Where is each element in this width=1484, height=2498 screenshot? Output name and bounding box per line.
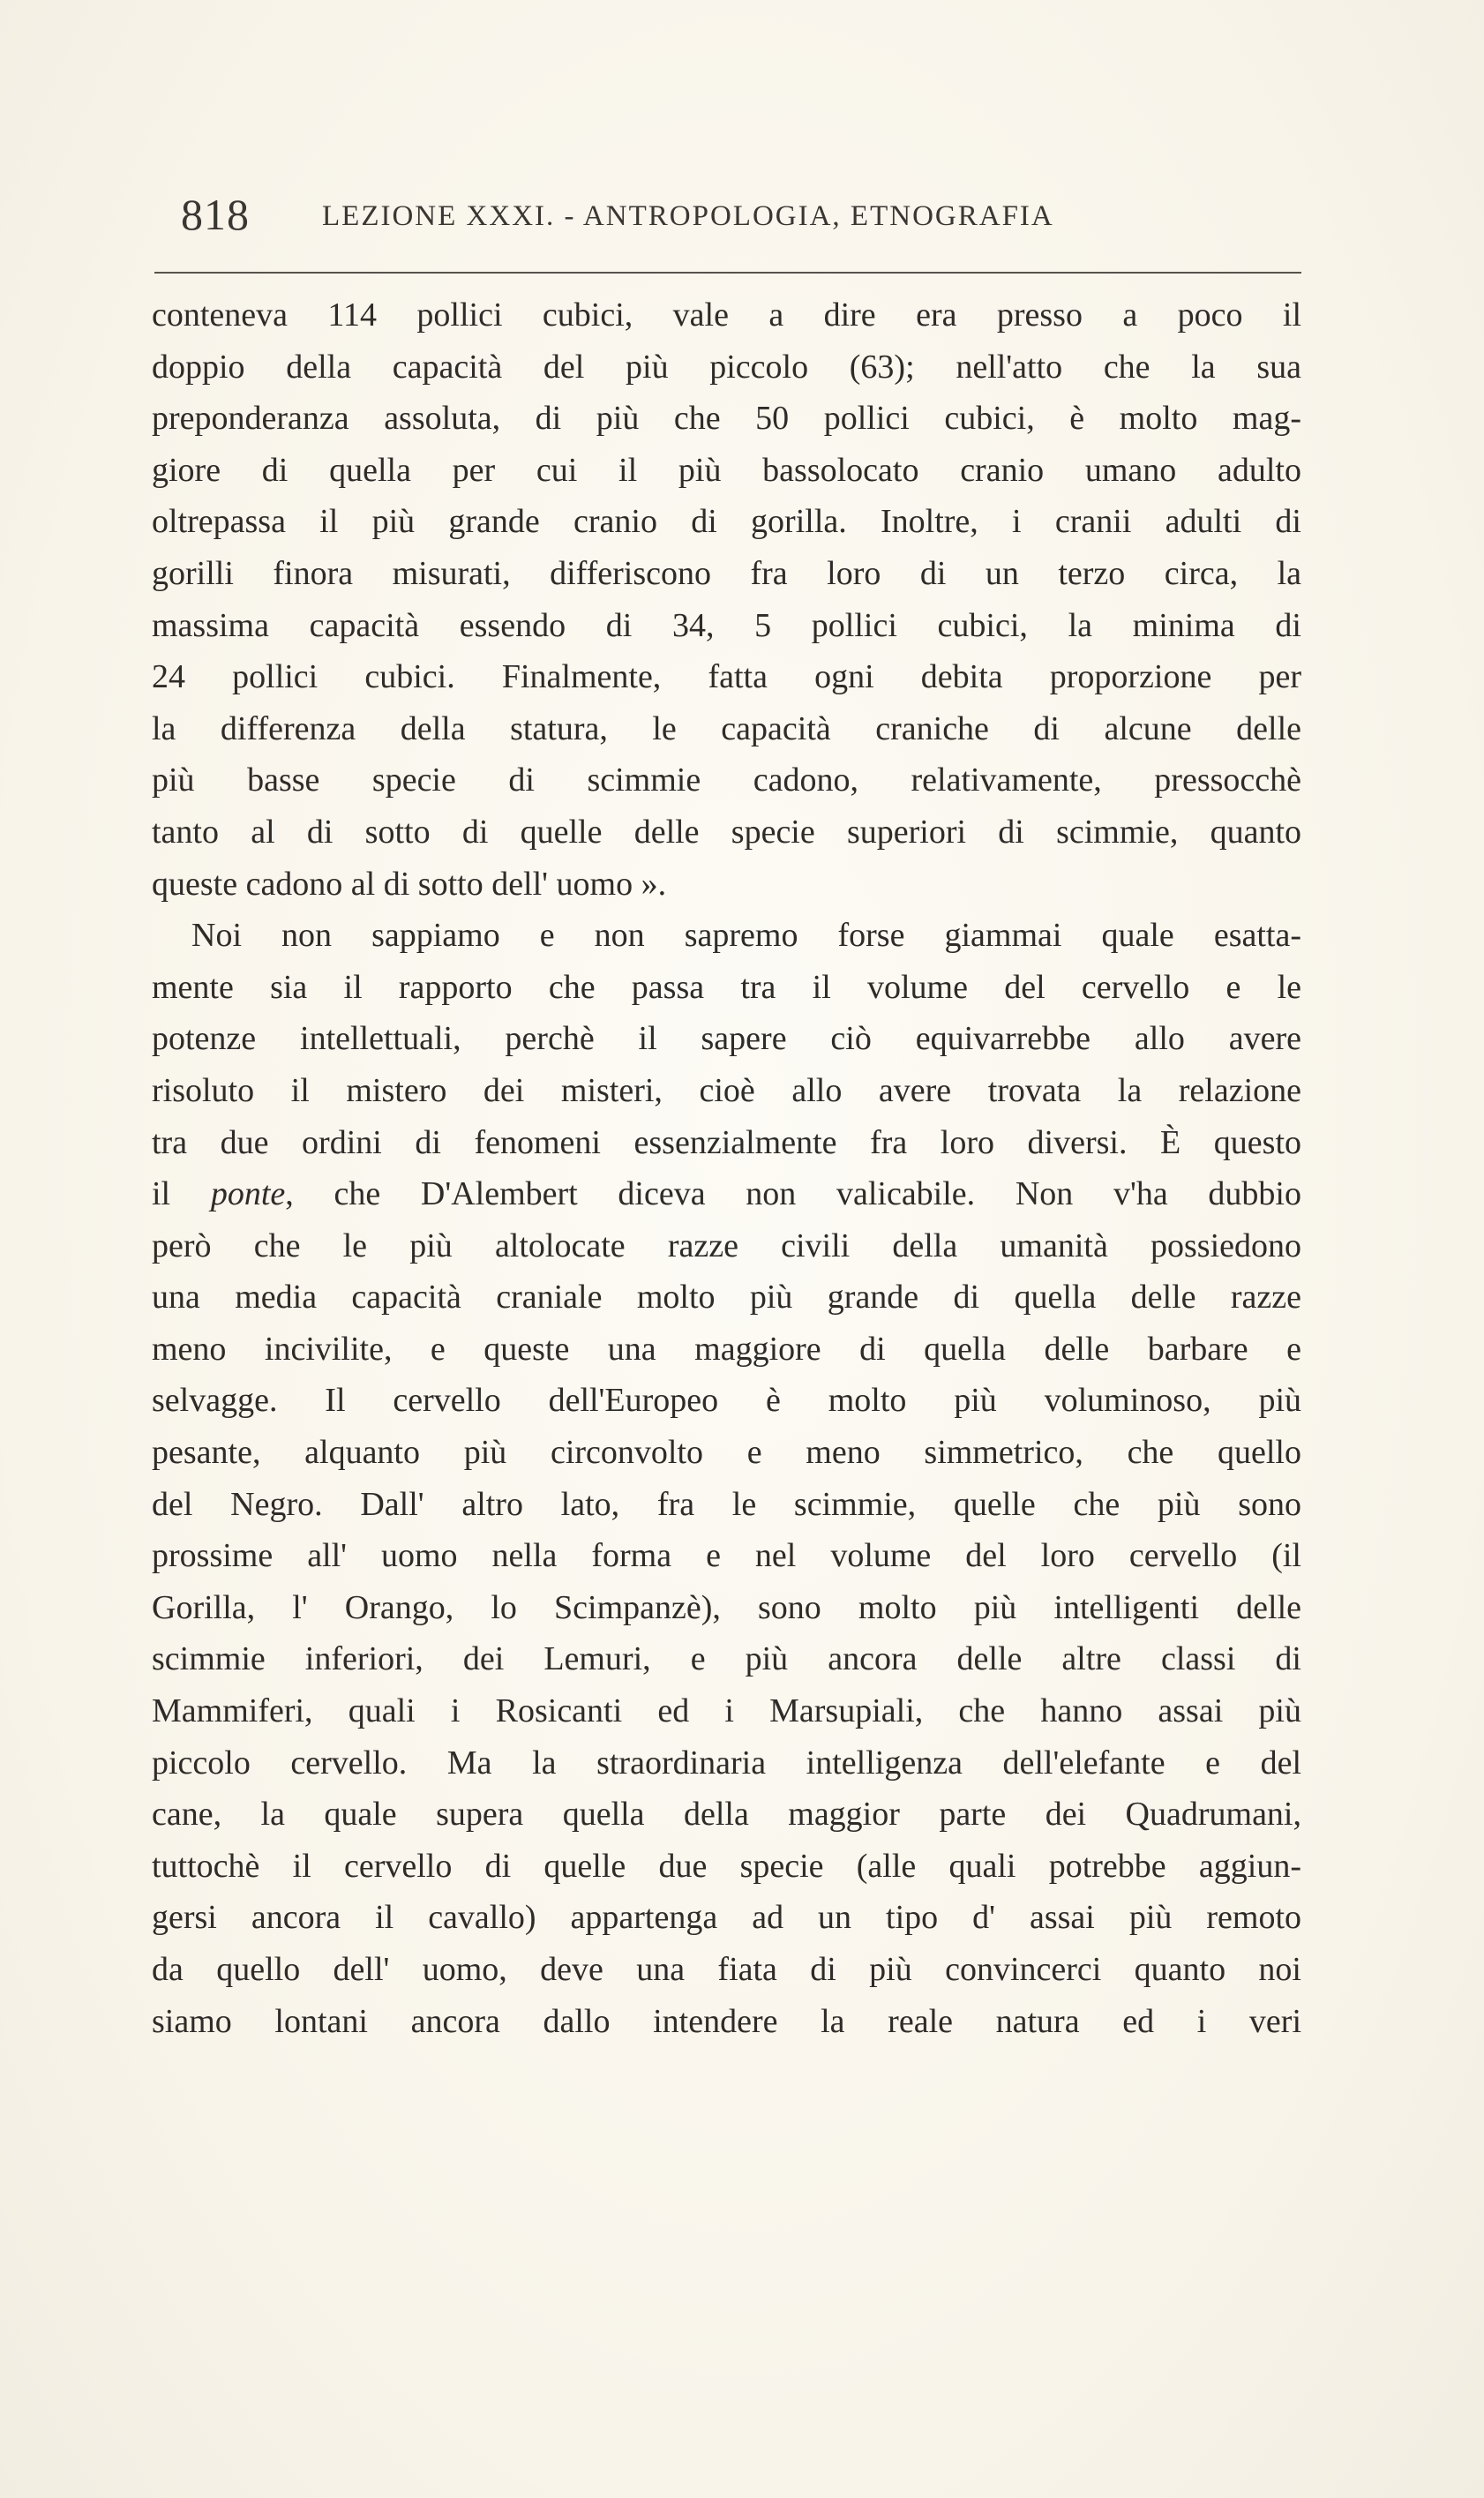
- text-line: siamo lontani ancora dallo intendere la reale natura ed i veri: [152, 2002, 1301, 2040]
- text-line: meno incivilite, e queste una maggiore di quella delle barbare e: [152, 1330, 1301, 1368]
- body-text: [152, 289, 1301, 2047]
- italic-word: ponte: [210, 1175, 286, 1213]
- text-line: prossime all' uomo nella forma e nel volume del loro cervello (il: [152, 1537, 1301, 1575]
- text-line: giore di quella per cui il più bassolocato cranio umano adulto: [152, 451, 1301, 489]
- text-line: pesante, alquanto più circonvolto e meno simmetrico, che quello: [152, 1434, 1301, 1472]
- text-line: 24 pollici cubici. Finalmente, fatta ogni debita proporzione per: [152, 658, 1301, 696]
- page-number: 818: [181, 190, 250, 239]
- text-line: tanto al di sotto di quelle delle specie superiori di scimmie, quanto: [152, 813, 1301, 851]
- text-line: conteneva 114 pollici cubici, vale a dire era presso a poco il: [152, 296, 1301, 334]
- text-line: cane, la quale supera quella della maggior parte dei Quadrumani,: [152, 1796, 1301, 1834]
- header-rule: [154, 272, 1301, 274]
- text-line: oltrepassa il più grande cranio di gorilla. Inoltre, i cranii adulti di: [152, 503, 1301, 541]
- text-line: scimmie inferiori, dei Lemuri, e più ancora delle altre classi di: [152, 1640, 1301, 1678]
- text-line: gorilli finora misurati, differiscono fra loro di un terzo circa, la: [152, 554, 1301, 592]
- text-line: da quello dell' uomo, deve una fiata di più convincerci quanto noi: [152, 1951, 1301, 1988]
- text-line: mente sia il rapporto che passa tra il volume del cervello e le: [152, 968, 1301, 1006]
- text-line: gersi ancora il cavallo) appartenga ad un tipo d' assai più remoto: [152, 1899, 1301, 1937]
- text-line: la differenza della statura, le capacità craniche di alcune delle: [152, 709, 1301, 747]
- text-line: selvagge. Il cervello dell'Europeo è molto più voluminoso, più: [152, 1382, 1301, 1420]
- text-line: potenze intellettuali, perchè il sapere ciò equivarrebbe allo avere: [152, 1020, 1301, 1058]
- page-header: [181, 188, 1301, 241]
- text-line: preponderanza assoluta, di più che 50 pollici cubici, è molto mag-: [152, 400, 1301, 438]
- text-line: una media capacità craniale molto più grande di quella delle razze: [152, 1279, 1301, 1317]
- text-line: massima capacità essendo di 34, 5 pollici cubici, la minima di: [152, 606, 1301, 644]
- text-line: più basse specie di scimmie cadono, relativamente, pressocchè: [152, 761, 1301, 799]
- text-line: Gorilla, l' Orango, lo Scimpanzè), sono molto più intelligenti delle: [152, 1588, 1301, 1626]
- running-head: LEZIONE XXXI. - ANTROPOLOGIA, ETNOGRAFIA: [322, 200, 1054, 232]
- text-line: risoluto il mistero dei misteri, cioè allo avere trovata la relazione: [152, 1071, 1301, 1109]
- text-line: però che le più altolocate razze civili della umanità possiedono: [152, 1226, 1301, 1264]
- text-line: Mammiferi, quali i Rosicanti ed i Marsupiali, che hanno assai più: [152, 1692, 1301, 1730]
- text-line: del Negro. Dall' altro lato, fra le scimmie, quelle che più sono: [152, 1485, 1301, 1523]
- text-line: piccolo cervello. Ma la straordinaria intelligenza dell'elefante e del: [152, 1744, 1301, 1782]
- paragraph: [152, 289, 1301, 910]
- text-line: Noi non sappiamo e non sapremo forse giammai quale esatta-: [191, 917, 1301, 955]
- text-line: doppio della capacità del più piccolo (63); nell'atto che la sua: [152, 348, 1301, 386]
- text-line: tuttochè il cervello di quelle due specie (alle quali potrebbe aggiun-: [152, 1847, 1301, 1885]
- paragraph: [152, 910, 1301, 2047]
- text-line: tra due ordini di fenomeni essenzialmente fra loro diversi. È questo: [152, 1123, 1301, 1161]
- text-line: queste cadono al di sotto dell' uomo ».: [152, 865, 667, 903]
- text-line: il ponte, che D'Alembert diceva non valicabile. Non v'ha dubbio: [152, 1175, 1301, 1213]
